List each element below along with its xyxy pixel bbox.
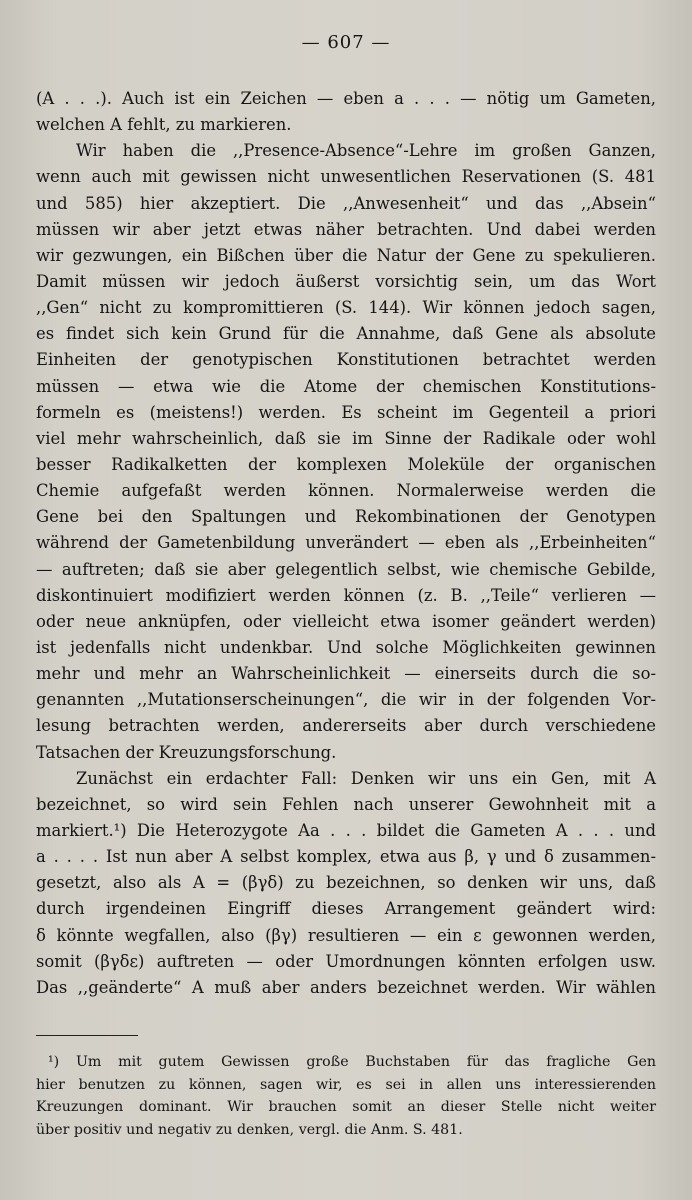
footnote <box>36 1051 656 1141</box>
text-line: a . . . . Ist nun aber A selbst komplex, etwa aus β, γ und δ zusammen- <box>36 847 656 867</box>
text-line: — auftreten; daß sie aber gelegentlich selbst, wie chemische Gebilde, <box>36 559 656 579</box>
text-line: gesetzt, also als A = (βγδ) zu bezeichnen, so denken wir uns, daß <box>36 873 656 893</box>
footnote-line: ¹) Um mit gutem Gewissen große Buchstaben für das fragliche Gen <box>48 1054 656 1070</box>
text-line: ,,Gen“ nicht zu kompromittieren (S. 144). Wir können jedoch sagen, <box>36 298 656 318</box>
text-line: wenn auch mit gewissen nicht unwesentlichen Reservationen (S. 481 <box>36 167 656 187</box>
text-line: Tatsachen der Kreuzungsforschung. <box>36 742 337 762</box>
footnote-line: Kreuzungen dominant. Wir brauchen somit an dieser Stelle nicht weiter <box>36 1099 656 1115</box>
body-text <box>36 86 656 1001</box>
text-line: δ könnte wegfallen, also (βγ) resultieren — ein ε gewonnen werden, <box>36 925 656 945</box>
text-line: und 585) hier akzeptiert. Die ,,Anwesenheit“ und das ,,Absein“ <box>36 193 656 213</box>
text-line: somit (βγδε) auftreten — oder Umordnungen könnten erfolgen usw. <box>36 951 656 971</box>
text-line: wir gezwungen, ein Bißchen über die Natur der Gene zu spekulieren. <box>36 245 656 265</box>
text-line: viel mehr wahrscheinlich, daß sie im Sinne der Radikale oder wohl <box>36 428 656 448</box>
text-line: Damit müssen wir jedoch äußerst vorsichtig sein, um das Wort <box>36 271 656 291</box>
footnote-divider <box>36 1035 138 1036</box>
text-line: durch irgendeinen Eingriff dieses Arrangement geändert wird: <box>36 899 656 919</box>
text-line: mehr und mehr an Wahrscheinlichkeit — einerseits durch die so- <box>36 664 656 684</box>
text-line: Gene bei den Spaltungen und Rekombinationen der Genotypen <box>36 507 656 527</box>
text-line: oder neue anknüpfen, oder vielleicht etwa isomer geändert werden) <box>36 611 656 631</box>
footnote-line: hier benutzen zu können, sagen wir, es sei in allen uns interessierenden <box>36 1076 656 1093</box>
text-line: besser Radikalketten der komplexen Moleküle der organischen <box>36 454 656 474</box>
text-line: lesung betrachten werden, andererseits aber durch verschiedene <box>36 716 656 736</box>
text-line: Einheiten der genotypischen Konstitutionen betrachtet werden <box>36 350 656 370</box>
text-line: diskontinuiert modifiziert werden können (z. B. ,,Teile“ verlieren — <box>36 585 656 605</box>
paragraph-start-line: Wir haben die ,,Presence-Absence“-Lehre im großen Ganzen, <box>76 141 656 161</box>
page-number: — 607 — <box>301 32 391 53</box>
text-line: formeln es (meistens!) werden. Es scheint im Gegenteil a priori <box>36 402 656 422</box>
footnote-line: über positiv und negativ zu denken, vergl. die Anm. S. 481. <box>36 1121 463 1138</box>
text-line: es findet sich kein Grund für die Annahme, daß Gene als absolute <box>36 324 656 344</box>
text-line: ist jedenfalls nicht undenkbar. Und solche Möglichkeiten gewinnen <box>36 637 656 657</box>
text-line: welchen A fehlt, zu markieren. <box>36 115 292 135</box>
text-line: während der Gametenbildung unverändert — eben als ,,Erbeinheiten“ <box>36 533 656 553</box>
paragraph-start-line: Zunächst ein erdachter Fall: Denken wir uns ein Gen, mit A <box>76 768 656 788</box>
text-line: (A . . .). Auch ist ein Zeichen — eben a . . . — nötig um Gameten, <box>36 89 656 108</box>
text-line: müssen — etwa wie die Atome der chemischen Konstitutions- <box>36 376 656 396</box>
text-line: Das ,,geänderte“ A muß aber anders bezeichnet werden. Wir wählen <box>36 977 656 997</box>
text-line: Chemie aufgefaßt werden können. Normalerweise werden die <box>36 481 656 501</box>
text-line: genannten ,,Mutationserscheinungen“, die wir in der folgenden Vor- <box>36 690 656 710</box>
text-line: markiert.¹) Die Heterozygote Aa . . . bildet die Gameten A . . . und <box>36 820 656 840</box>
text-line: bezeichnet, so wird sein Fehlen nach unserer Gewohnheit mit a <box>36 794 656 814</box>
text-line: müssen wir aber jetzt etwas näher betrachten. Und dabei werden <box>36 219 656 239</box>
